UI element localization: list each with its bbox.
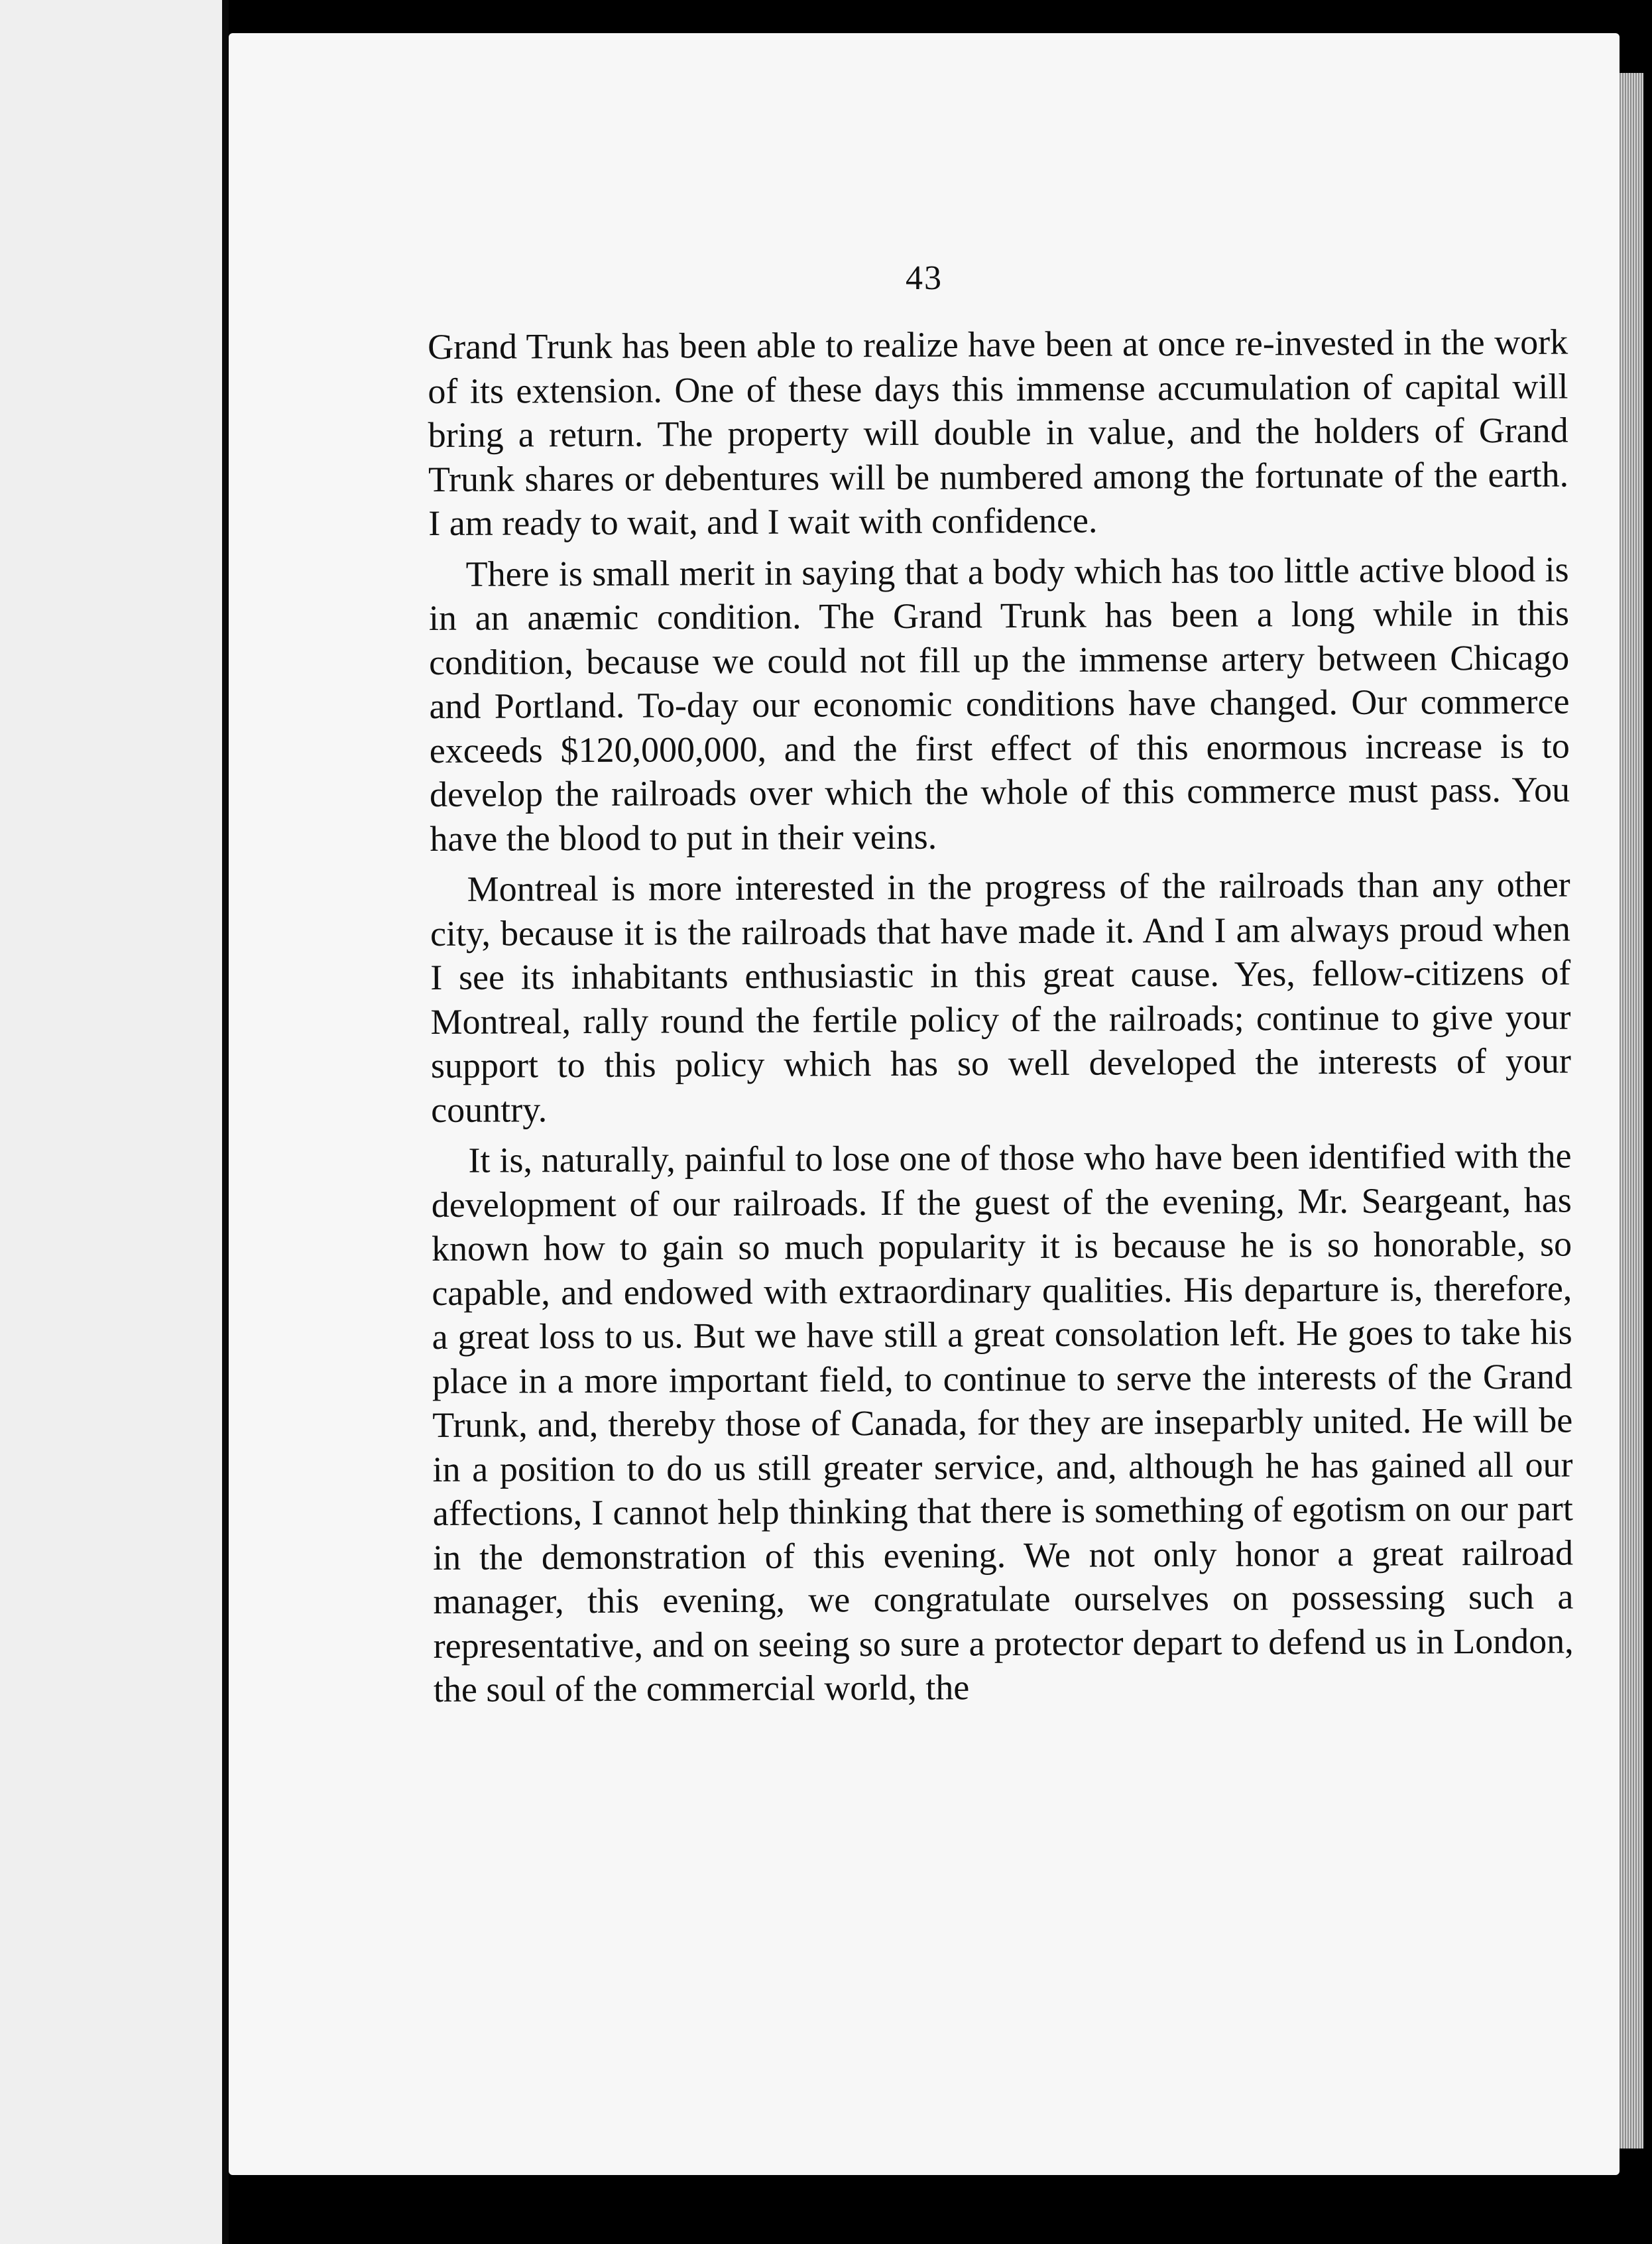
book-page <box>229 33 1620 2175</box>
paragraph-3: Montreal is more interested in the progress of the railroads than any other city, because it is the railroads that have made it. And I am always proud when I see its inhabitants enthusiastic in this great cause. Yes, fellow-citizens of Montreal, rally round the fertile policy of the railroads; continue to give your support to this policy which has so well developed the interests of your country. <box>430 864 1571 1130</box>
page-text <box>428 320 1574 1718</box>
left-page <box>0 0 222 2244</box>
paragraph-4: It is, naturally, painful to lose one of those who have been identified with the development of our railroads. If the guest of the evening, Mr. Seargeant, has known how to gain so much popularity it is because he is so honorable, so capable, and endowed with extraordinary qualities. His departure is, therefore, a great loss to us. But we have still a great consolation left. He goes to take his place in a more important field, to continue to serve the interests of the Grand Trunk, and, thereby those of Canada, for they are inseparbly united. He will be in a position to do us still greater service, and, although he has gained all our affections, I cannot help thinking that there is something of egotism on our part in the demonstration of this evening. We not only honor a great railroad manager, this evening, we congratulate ourselves on possessing such a representative, and on seeing so sure a protector depart to defend us in London, the soul of the commercial world, the <box>431 1135 1574 1710</box>
book-gutter <box>222 0 229 2244</box>
page-number: 43 <box>906 259 943 297</box>
paragraph-2: There is small merit in saying that a body which has too little active blood is in an anæmic condition. The Grand Trunk has been a long while in this condition, because we could not fill up the immense artery between Chicago and Portland. To-day our economic conditions have changed. Our commerce exceeds $120,000,000, and the first effect of this enormous increase is to develop the railroads over which the whole of this commerce must pass. You have the blood to put in their veins. <box>428 548 1570 859</box>
paragraph-1: Grand Trunk has been able to realize have been at once re-invested in the work of its extension. One of these days this immense accumulation of capital will bring a return. The property will double in value, and the holders of Grand Trunk shares or debentures will be numbered among the fortunate of the earth. I am ready to wait, and I wait with confidence. <box>428 322 1569 543</box>
page-edges <box>1620 73 1643 2149</box>
